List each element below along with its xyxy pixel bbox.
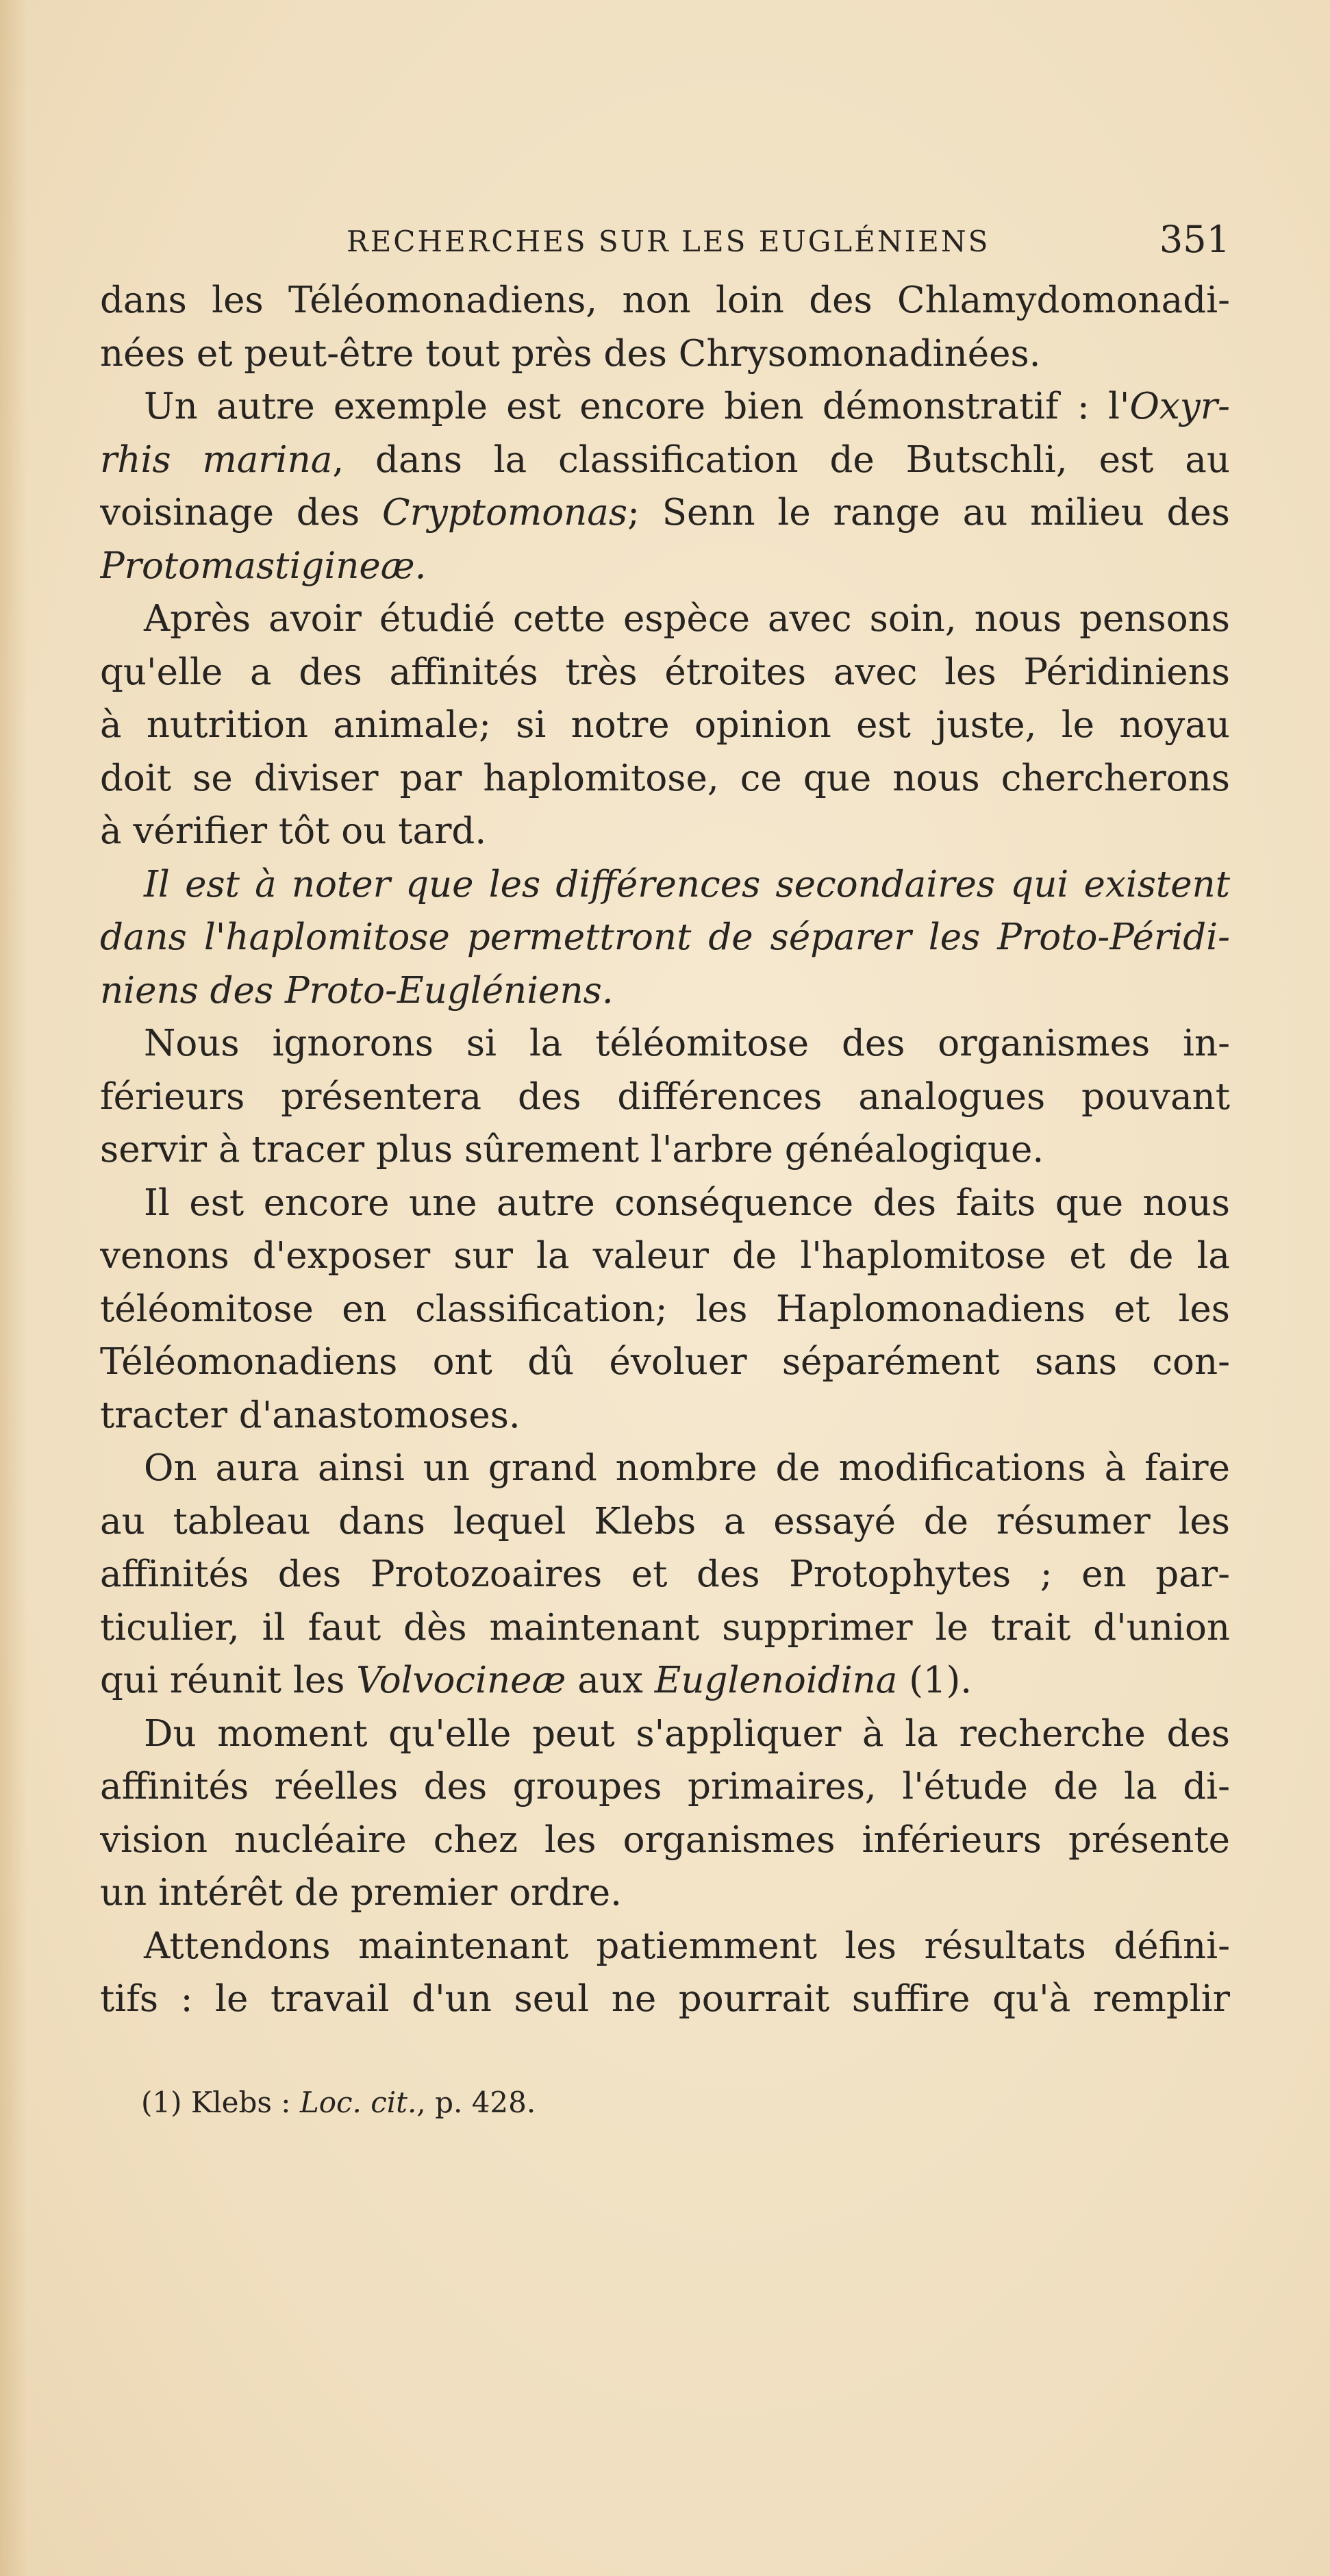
text-line: Téléomonadiens ont dû évoluer séparément sans con- xyxy=(100,1341,1230,1383)
text-line: niens des Proto-Eugléniens. xyxy=(100,969,614,1012)
text-line: vision nucléaire chez les organismes inférieurs présente xyxy=(100,1818,1230,1861)
text-line: tracter d'anastomoses. xyxy=(100,1394,520,1436)
text-line: dans l'haplomitose permettront de séparer les Proto-Péridi- xyxy=(100,916,1230,958)
text-line: à nutrition animale; si notre opinion est juste, le noyau xyxy=(100,704,1230,746)
text-line: téléomitose en classification; les Haplomonadiens et les xyxy=(100,1288,1230,1330)
page-number: 351 xyxy=(1159,218,1230,261)
text-line: férieurs présentera des différences analogues pouvant xyxy=(100,1075,1230,1118)
footnote-ref: (1). xyxy=(897,1660,973,1701)
text-run: qui réunit les xyxy=(100,1660,357,1701)
text-line: servir à tracer plus sûrement l'arbre généalogique. xyxy=(100,1129,1044,1171)
text-line xyxy=(100,434,1230,487)
text-line: qu'elle a des affinités très étroites avec les Péridiniens xyxy=(100,651,1230,693)
footnote-citation: Loc. cit. xyxy=(299,2086,417,2119)
text-line: Après avoir étudié cette espèce avec soin, nous pensons xyxy=(144,598,1230,640)
footnote-marker: (1) Klebs : xyxy=(141,2086,300,2119)
text-line: Protomastigineæ. xyxy=(100,545,427,587)
text-line: nées et peut-être tout près des Chrysomonadinées. xyxy=(100,332,1041,375)
species-name: Oxyr- xyxy=(1129,386,1230,427)
text-line: à vérifier tôt ou tard. xyxy=(100,810,487,852)
text-line: doit se diviser par haplomitose, ce que nous chercherons xyxy=(100,757,1230,799)
genus-name: Cryptomonas xyxy=(382,492,628,534)
text-line: On aura ainsi un grand nombre de modifications à faire xyxy=(144,1447,1230,1489)
text-line xyxy=(100,486,1230,540)
text-run: voisinage des xyxy=(100,492,383,534)
text-line: Nous ignorons si la téléomitose des organismes in- xyxy=(144,1023,1230,1064)
text-line: au tableau dans lequel Klebs a essayé de résumer les xyxy=(100,1500,1230,1542)
text-line xyxy=(100,1654,1230,1708)
taxon-name: Euglenoidina xyxy=(654,1660,898,1701)
text-line xyxy=(100,380,1230,434)
taxon-name: Volvocineæ xyxy=(356,1660,566,1701)
text-run: Un autre exemple est encore bien démonstratif : l' xyxy=(144,386,1130,427)
footnote xyxy=(141,2086,536,2119)
text-line: affinités réelles des groupes primaires, l'étude de la di- xyxy=(100,1766,1230,1808)
text-run: aux xyxy=(566,1660,655,1701)
body-text xyxy=(100,274,1230,2026)
running-title: RECHERCHES SUR LES EUGLÉNIENS xyxy=(347,225,990,258)
species-name: rhis marina xyxy=(100,438,333,481)
footnote-page: , p. 428. xyxy=(416,2086,536,2119)
text-line: venons d'exposer sur la valeur de l'haplomitose et de la xyxy=(100,1235,1230,1277)
text-line: affinités des Protozoaires et des Protophytes ; en par- xyxy=(100,1553,1230,1595)
text-line: ticulier, il faut dès maintenant supprimer le trait d'union xyxy=(100,1606,1230,1649)
text-line: tifs : le travail d'un seul ne pourrait suffire qu'à remplir xyxy=(100,1978,1230,2020)
text-line: Il est encore une autre conséquence des faits que nous xyxy=(144,1181,1230,1224)
text-line: Du moment qu'elle peut s'appliquer à la recherche des xyxy=(144,1712,1230,1755)
text-line: Attendons maintenant patiemment les résultats défini- xyxy=(144,1925,1230,1967)
text-line: Il est à noter que les différences secondaires qui existent xyxy=(144,863,1230,905)
page-header xyxy=(100,218,1230,266)
text-run: , dans la classification de Butschli, est au xyxy=(332,438,1230,481)
text-line: dans les Téléomonadiens, non loin des Chlamydomonadi- xyxy=(100,279,1230,321)
text-run: ; Senn le range au milieu des xyxy=(627,492,1230,534)
text-line: un intérêt de premier ordre. xyxy=(100,1872,622,1914)
